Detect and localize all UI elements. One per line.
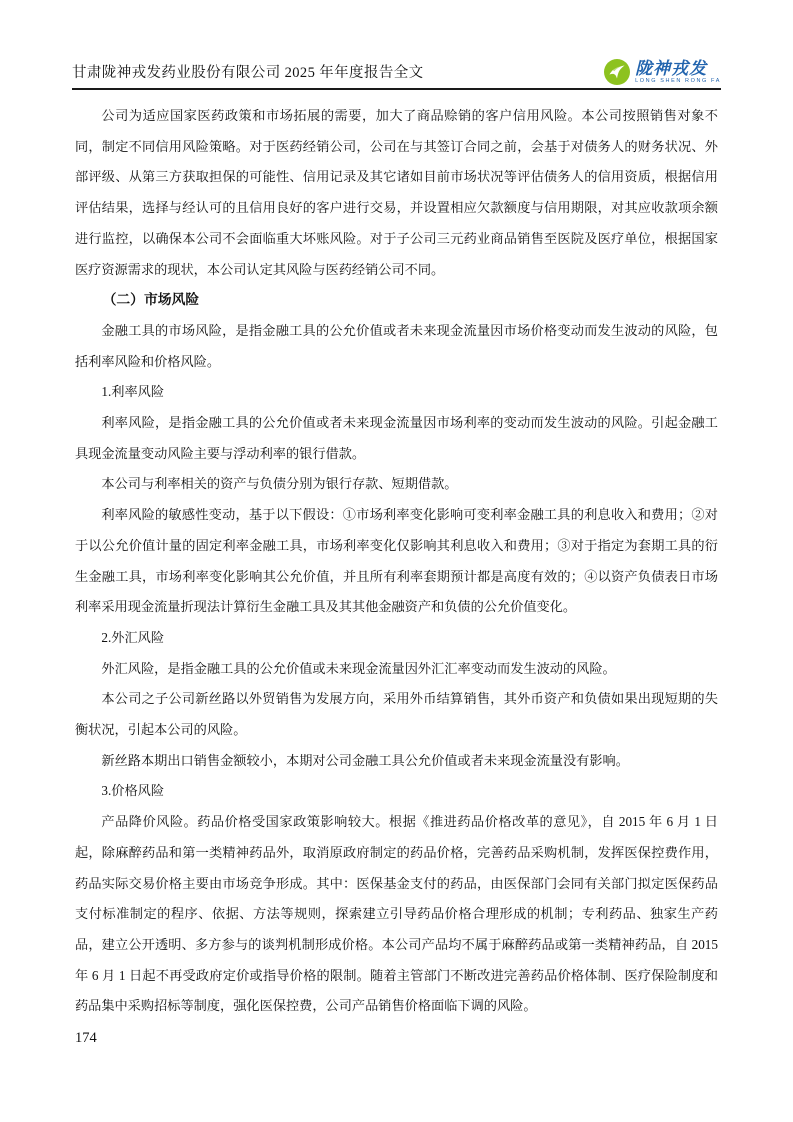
- paragraph: 公司为适应国家医药政策和市场拓展的需要，加大了商品赊销的客户信用风险。本公司按照销售对象不同，制定不同信用风险策略。对于医药经销公司，公司在与其签订合同之前，会基于对债务人的财务状况、外部评级、从第三方获取担保的可能性、信用记录及其它诸如目前市场状况等评估债务人的信用资质，根据信用评估结果，选择与经认可的且信用良好的客户进行交易，并设置相应欠款额度与信用期限，对其应收款项余额进行监控，以确保本公司不会面临重大坏账风险。对于子公司三元药业商品销售至医院及医疗单位，根据国家医疗资源需求的现状，本公司认定其风险与医药经销公司不同。: [75, 108, 718, 277]
- section-heading: （二）市场风险: [102, 292, 200, 308]
- document-body: [75, 101, 718, 1022]
- paragraph: 新丝路本期出口销售金额较小，本期对公司金融工具公允价值或者未来现金流量没有影响。: [101, 752, 629, 768]
- logo-subtext: LONG SHEN RONG FA: [635, 77, 721, 84]
- header-divider: [72, 88, 721, 90]
- logo-brand-text: 陇神戎发: [635, 58, 708, 78]
- paragraph: 本公司与利率相关的资产与负债分别为银行存款、短期借款。: [101, 476, 458, 492]
- paragraph: 金融工具的市场风险，是指金融工具的公允价值或者未来现金流量因市场价格变动而发生波动的风险，包括利率风险和价格风险。: [75, 322, 718, 369]
- paragraph: 利率风险，是指金融工具的公允价值或者未来现金流量因市场利率的变动而发生波动的风险。引起金融工具现金流量变动风险主要与浮动利率的银行借款。: [75, 415, 718, 461]
- paragraph: 本公司之子公司新丝路以外贸销售为发展方向，采用外币结算销售，其外币资产和负债如果出现短期的失衡状况，引起本公司的风险。: [75, 691, 718, 738]
- page-header: [72, 50, 721, 90]
- header-row: [72, 50, 721, 86]
- logo-bird-icon: [604, 59, 630, 85]
- page-footer: [75, 1030, 97, 1047]
- paragraph: 外汇风险，是指金融工具的公允价值或未来现金流量因外汇汇率变动而发生波动的风险。: [101, 660, 616, 676]
- paragraph: 2.外汇风险: [101, 629, 165, 645]
- company-logo: [604, 59, 721, 86]
- paragraph: 利率风险的敏感性变动，基于以下假设：①市场利率变化影响可变利率金融工具的利息收入和费用；②对于以公允价值计量的固定利率金融工具，市场利率变化仅影响其利息收入和费用；③对于指定为套期工具的衍生金融工具，市场利率变化影响其公允价值，并且所有利率套期预计都是高度有效的；④以资产负债表日市场利率采用现金流量折现法计算衍生金融工具及其其他金融资产和负债的公允价值变化。: [75, 507, 718, 615]
- logo-text-column: [635, 60, 721, 85]
- page-number: 174: [75, 1030, 97, 1046]
- paragraph: 1.利率风险: [101, 384, 165, 400]
- report-title: 甘肃陇神戎发药业股份有限公司 2025 年年度报告全文: [72, 65, 424, 82]
- paragraph: 3.价格风险: [101, 783, 165, 799]
- paragraph: 产品降价风险。药品价格受国家政策影响较大。根据《推进药品价格改革的意见》，自 2015 年 6 月 1 日起，除麻醉药品和第一类精神药品外，取消原政府制定的药品价格，完善药品采购机制，发挥医保控费作用，药品实际交易价格主要由市场竞争形成。其中：医保基金支付的药品，由医保部门会同有关部门拟定医保药品支付标准制定的程序、依据、方法等规则，探索建立引导药品价格合理形成的机制；专利药品、独家生产药品，建立公开透明、多方参与的谈判机制形成价格。本公司产品均不属于麻醉药品或第一类精神药品，自 2015 年 6 月 1 日起不再受政府定价或指导价格的限制。随着主管部门不断改进完善药品价格体制、医疗保险制度和药品集中采购招标等制度，强化医保控费，公司产品销售价格面临下调的风险。: [75, 814, 718, 1014]
